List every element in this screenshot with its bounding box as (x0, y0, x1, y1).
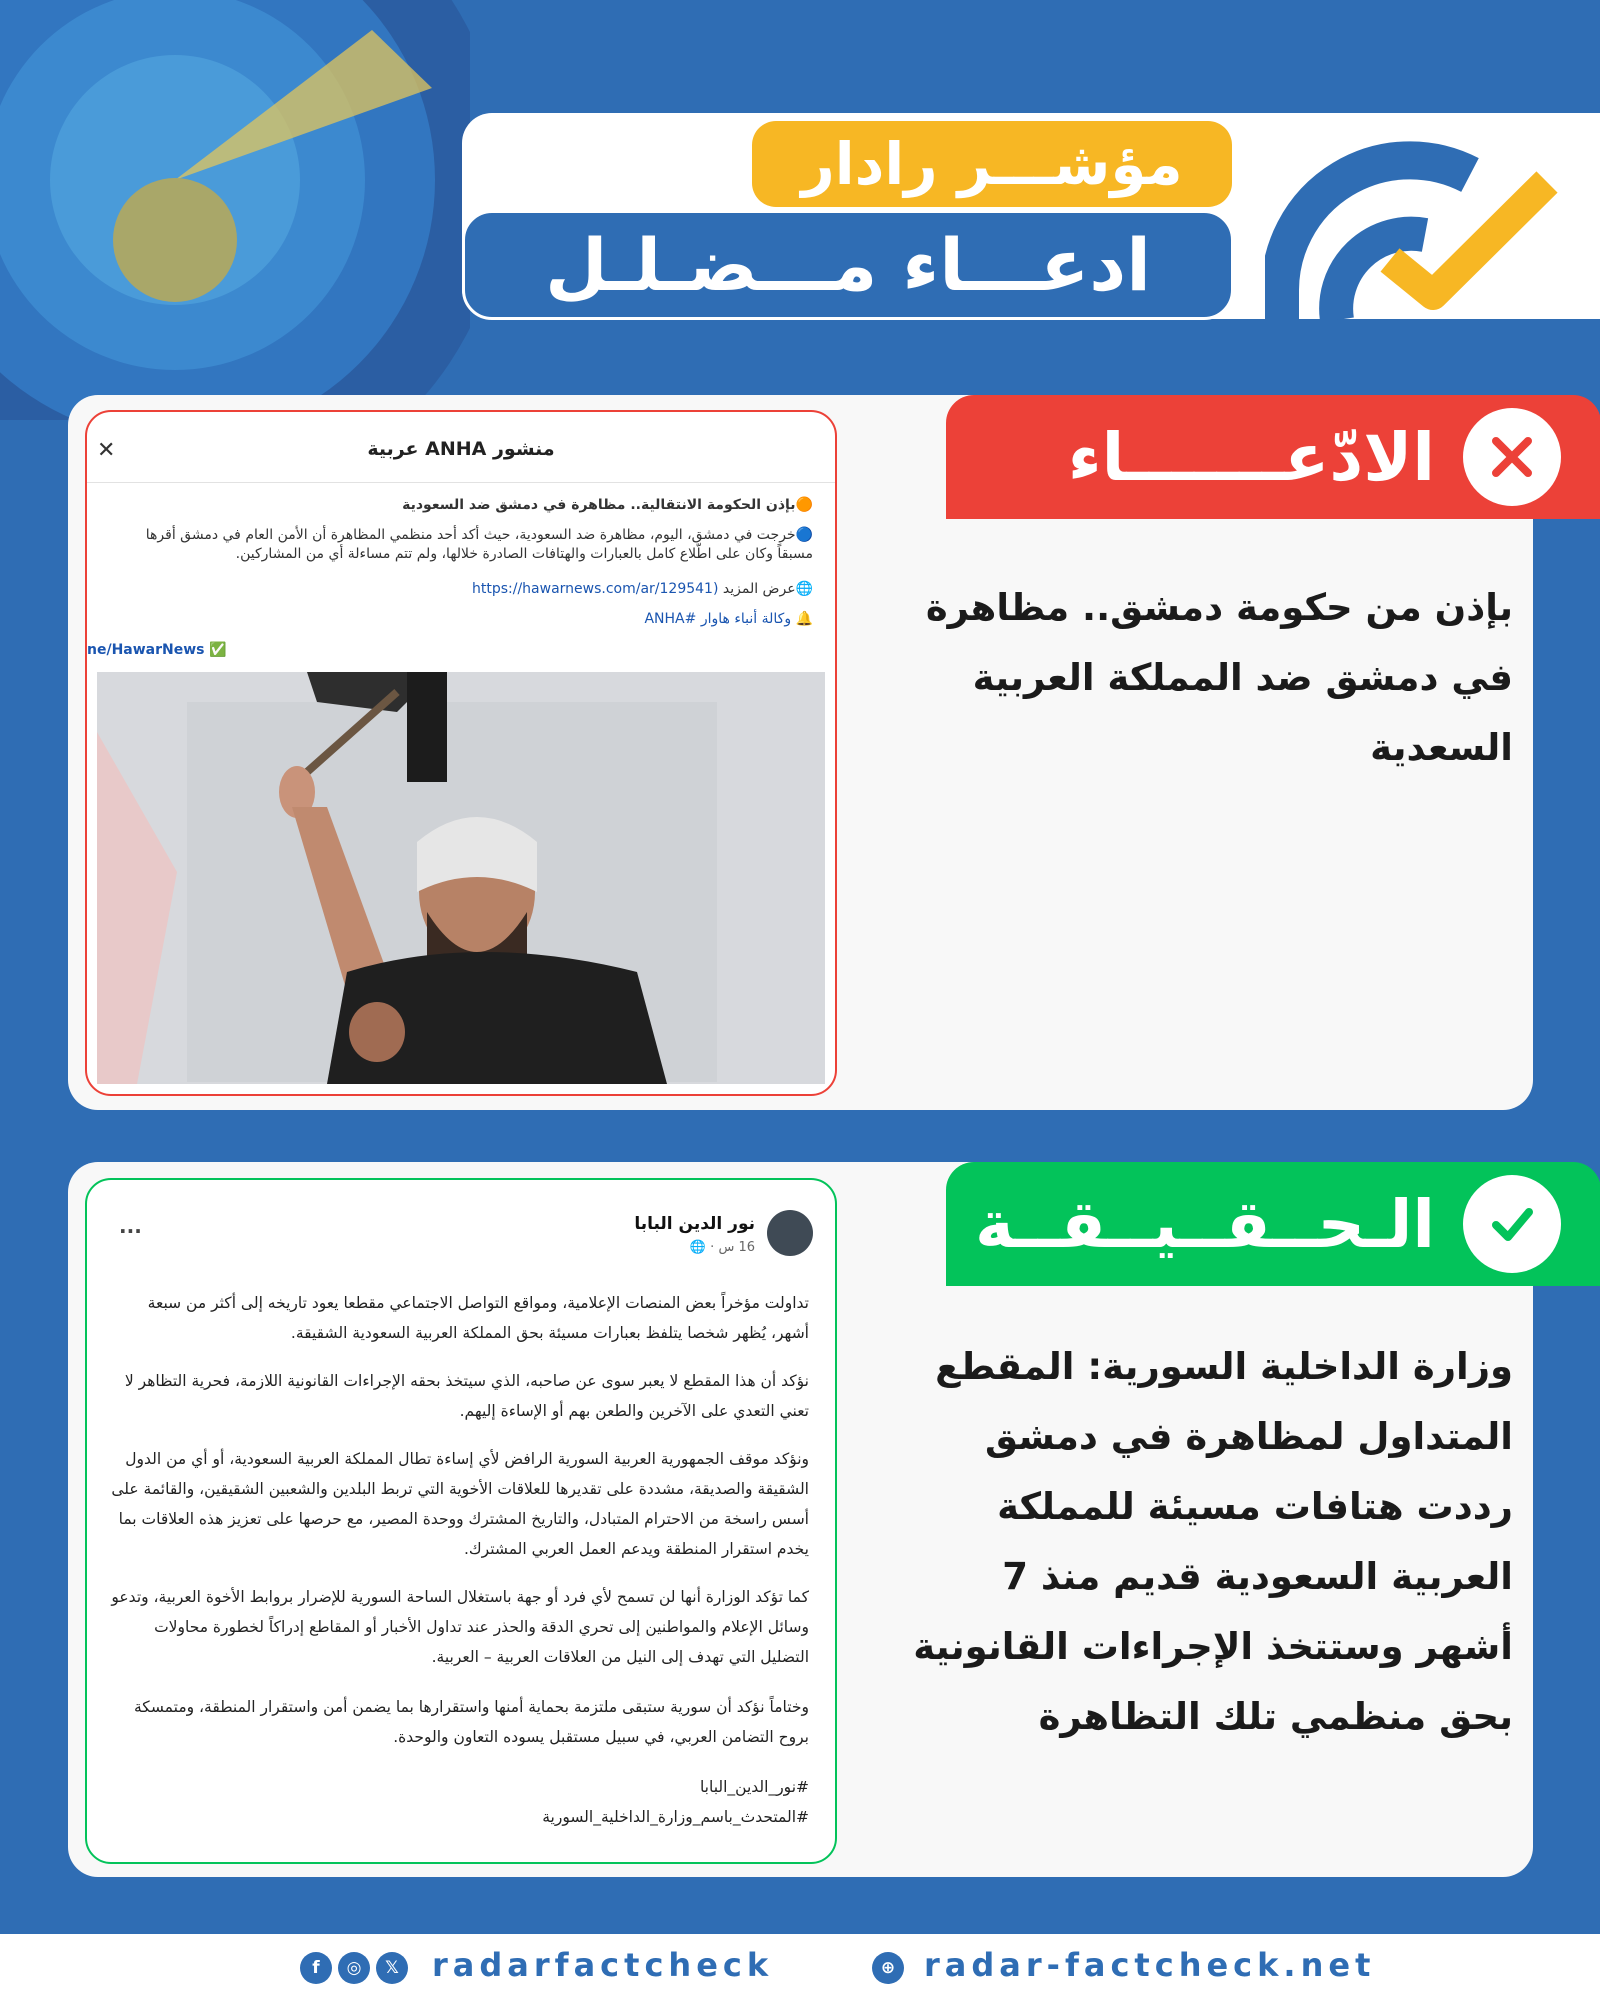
post-author[interactable]: نور الدين البابا (634, 1214, 755, 1234)
post-title: منشور ANHA عربية (367, 438, 555, 460)
globe-icon: ⊕ (872, 1952, 904, 1984)
radar-indicator-label: مؤشـــر رادار (752, 121, 1232, 207)
misleading-claim-label: ادعـــاء مـــضـلـل (462, 210, 1234, 320)
post-more (123, 580, 813, 599)
divider (87, 482, 835, 483)
see-more-label: 🌐عرض المزيد (722, 581, 813, 597)
more-options-icon[interactable]: ... (119, 1214, 142, 1238)
claim-text: بإذن من حكومة دمشق.. مظاهرة في دمشق ضد المملكة العربية السعدية (925, 586, 1513, 769)
protest-photo (97, 672, 825, 1084)
facebook-icon[interactable]: f (300, 1952, 332, 1984)
footer (0, 1934, 1600, 2000)
instagram-icon[interactable]: ◎ (338, 1952, 370, 1984)
post-paragraph: كما تؤكد الوزارة أنها لن تسمح لأي فرد أو جهة باستغلال الساحة السورية للإضرار بروابط الأخوة العربية، وتدعو وسائل الإعلام والمواطنين إلى تحري الدقة والحذر عند تداول الأخبار أو المقاطع إدراكاً لخطورة محاولات التضليل التي تهدف إلى النيل من العلاقات العربية – العربية. (111, 1588, 809, 1666)
claim-header (946, 395, 1600, 519)
social-handle[interactable]: radarfactcheck (432, 1946, 774, 1984)
post-paragraph: نؤكد أن هذا المقطع لا يعبر سوى عن صاحبه، الذي سيتخذ بحقه الإجراءات القانونية اللازمة، فحرية التظاهر لا تعني التعدي على الآخرين والطعن بهم أو الإساءة إليهم. (124, 1372, 809, 1420)
truth-heading: الـحــقــيــقــة (975, 1185, 1435, 1263)
truth-header (946, 1162, 1600, 1286)
truth-text: وزارة الداخلية السورية: المقطع المتداول لمظاهرة في دمشق رددت هتافات مسيئة للمملكة العربية السعودية قديم منذ 7 أشهر وستتخذ الإجراءات القانونية بحق منظمي تلك التظاهرة (913, 1345, 1513, 1738)
x-icon (1463, 408, 1561, 506)
post-paragraph: تداولت مؤخراً بعض المنصات الإعلامية، ومواقع التواصل الاجتماعي مقطعا يعود تاريخه إلى أكثر من سبعة أشهر، يُظهر شخصا يتلفظ بعبارات مسيئة بحق المملكة العربية السعودية الشقيقة. (147, 1294, 809, 1342)
post-link[interactable]: (https://hawarnews.com/ar/129541 (472, 581, 719, 597)
radar-graphic (0, 0, 470, 420)
post-paragraph: ونؤكد موقف الجمهورية العربية السورية الرافض لأي إساءة تطال المملكة العربية السعودية، أو أي من الدول الشقيقة والصديقة، مشددة على تقديرها للعلاقات الأخوية التي تربط البلدين والشعبين الشقيقين، والقائمة على أسس راسخة من الاحترام المتبادل، والتاريخ المشترك ووحدة المصير، مع حرصها على تعزيز هذه العلاقات بما يخدم استقرار المنطقة ويدعم العمل العربي المشترك. (111, 1450, 809, 1558)
x-icon[interactable]: 𝕏 (376, 1952, 408, 1984)
hashtag-link[interactable]: #المتحدث_باسم_وزارة_الداخلية_السورية (542, 1808, 809, 1826)
check-icon (1463, 1175, 1561, 1273)
post-body: 🔵خرجت في دمشق، اليوم، مظاهرة ضد السعودية، حيث أكد أحد منظمي المظاهرة أن الأمن العام في دمشق أقرها مسبقاً وكان على اطّلاع كامل بالعبارات والهتافات الصادرة خلالها، ولم تتم مساءلة أي من المشاركين. (145, 527, 813, 562)
avatar (767, 1210, 813, 1256)
post-line: 🟠بإذن الحكومة الانتقالية.. مظاهرة في دمشق ضد السعودية (402, 497, 813, 513)
truth-screenshot (85, 1178, 837, 1864)
close-icon: ✕ (97, 438, 116, 463)
post-time: 16 س · 🌐 (689, 1240, 755, 1255)
website-link[interactable]: radar-factcheck.net (924, 1946, 1376, 1984)
claim-heading: الادّعـــــــاء (1067, 418, 1435, 496)
hawar-link[interactable]: ne/HawarNews ✅ (87, 642, 227, 658)
post-source: 🔔 وكالة أنباء هاوار #ANHA (644, 611, 813, 627)
radar-logo-icon (1265, 140, 1565, 320)
hashtag-link[interactable]: #نور_الدين_البابا (699, 1778, 809, 1796)
claim-screenshot (85, 410, 837, 1096)
post-paragraph: وختاماً نؤكد أن سورية ستبقى ملتزمة بحماية أمنها واستقرارها بما يضمن أمن واستقرار المنطقة، ومتمسكة بروح التضامن العربي، في سبيل مستقبل يسوده التعاون والوحدة. (133, 1698, 809, 1746)
